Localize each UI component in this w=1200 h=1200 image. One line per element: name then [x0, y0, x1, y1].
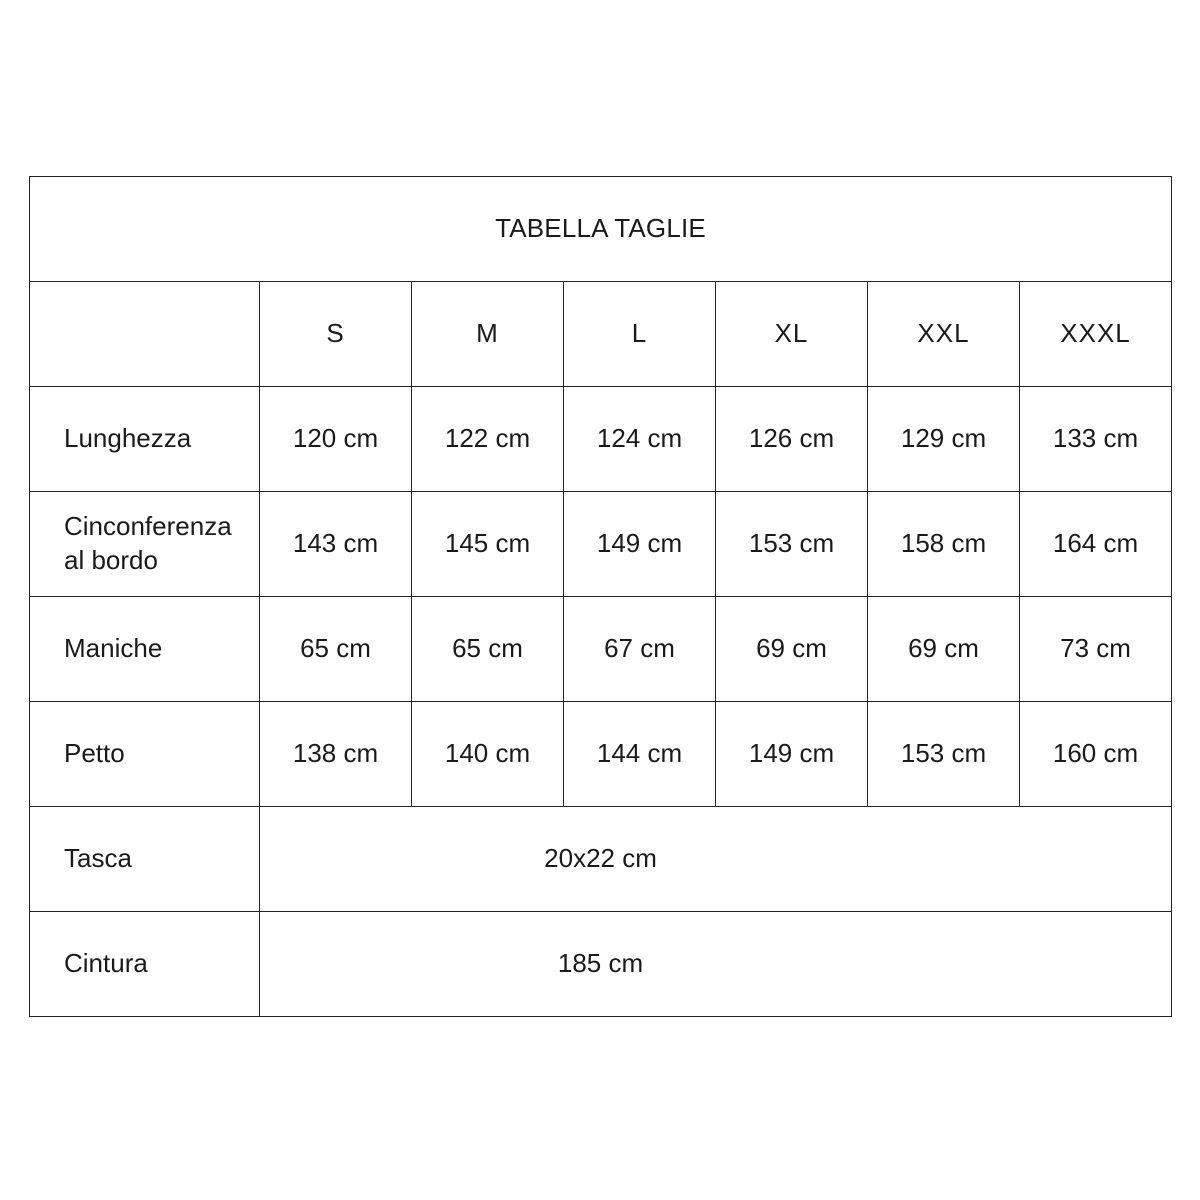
header-empty-cell [30, 282, 260, 387]
row-label-cintura: Cintura [30, 912, 260, 1017]
value-cell: 122 cm [412, 387, 564, 492]
value-cell: 145 cm [412, 492, 564, 597]
span-value-text: 20x22 cm [544, 843, 657, 874]
table-title: TABELLA TAGLIE [30, 177, 1172, 282]
value-cell: 124 cm [564, 387, 716, 492]
size-header-row [30, 282, 1172, 387]
row-label-line: Cinconferenza [64, 511, 232, 542]
row-label-line: Petto [64, 738, 125, 769]
value-cell: 126 cm [716, 387, 868, 492]
table-row [30, 387, 1172, 492]
value-cell: 144 cm [564, 702, 716, 807]
value-cell: 67 cm [564, 597, 716, 702]
value-cell: 73 cm [1020, 597, 1172, 702]
value-cell: 65 cm [260, 597, 412, 702]
value-cell: 164 cm [1020, 492, 1172, 597]
size-header-xxl: XXL [868, 282, 1020, 387]
value-cell: 133 cm [1020, 387, 1172, 492]
span-value-text: 185 cm [557, 948, 644, 979]
value-cell: 158 cm [868, 492, 1020, 597]
row-label-lunghezza [30, 387, 260, 492]
span-value-cintura [260, 912, 1172, 1017]
value-cell: 153 cm [716, 492, 868, 597]
value-cell: 138 cm [260, 702, 412, 807]
size-header-l: L [564, 282, 716, 387]
row-label-petto [30, 702, 260, 807]
value-cell: 149 cm [564, 492, 716, 597]
row-label-line: Lunghezza [64, 423, 192, 454]
row-label-tasca: Tasca [30, 807, 260, 912]
title-row [30, 177, 1172, 282]
row-label-line: al bordo [64, 545, 158, 575]
value-cell: 140 cm [412, 702, 564, 807]
table-row [30, 492, 1172, 597]
value-cell: 69 cm [716, 597, 868, 702]
value-cell: 65 cm [412, 597, 564, 702]
value-cell: 160 cm [1020, 702, 1172, 807]
table-row [30, 912, 1172, 1017]
value-cell: 149 cm [716, 702, 868, 807]
size-header-xl: XL [716, 282, 868, 387]
row-label-line: Maniche [64, 633, 163, 664]
table-row [30, 702, 1172, 807]
value-cell: 143 cm [260, 492, 412, 597]
size-header-m: M [412, 282, 564, 387]
row-label-cinconferenza [30, 492, 260, 597]
table-row [30, 597, 1172, 702]
value-cell: 129 cm [868, 387, 1020, 492]
row-label-maniche [30, 597, 260, 702]
value-cell: 120 cm [260, 387, 412, 492]
value-cell: 69 cm [868, 597, 1020, 702]
size-chart-table [29, 176, 1172, 1017]
size-header-s: S [260, 282, 412, 387]
value-cell: 153 cm [868, 702, 1020, 807]
span-value-tasca [260, 807, 1172, 912]
table-row [30, 807, 1172, 912]
size-header-xxxl: XXXL [1020, 282, 1172, 387]
